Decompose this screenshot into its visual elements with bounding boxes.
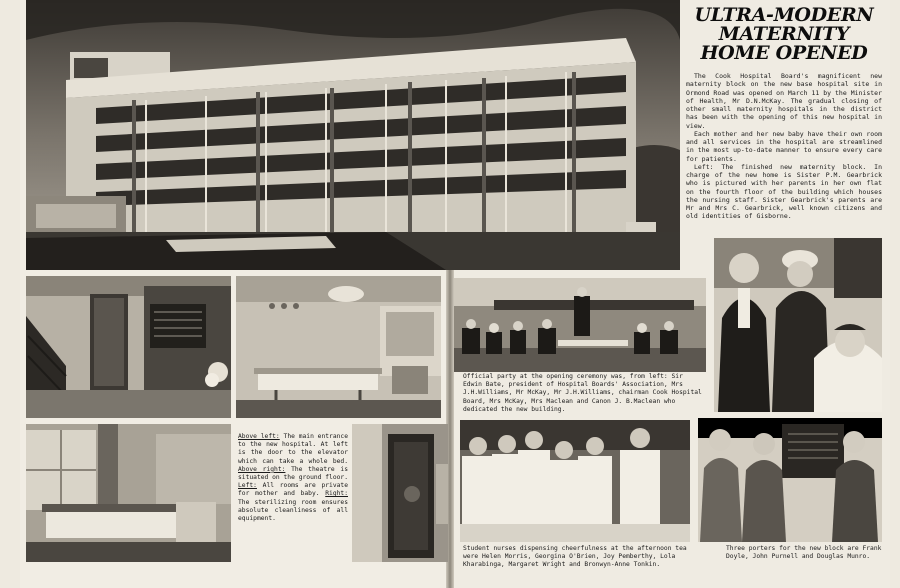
caption-label: Left: bbox=[238, 482, 257, 490]
caption-porters: Three porters for the new block are Frank Doyle, John Purnell and Douglas Munro. bbox=[726, 545, 882, 561]
body-paragraph: Left: The finished new maternity block. In charge of the new home is Sister P.M. Gearbrick who is pictured with her parents in her own flat on the fourth floor of the building which houses the nursing staff. Sister Gearbrick's parents are Mr and Mrs C. Gearbrick, well known citizens and old identities of Gisborne. bbox=[686, 162, 882, 221]
caption-text: All rooms are private for mother and baby. bbox=[238, 482, 348, 498]
caption-label: Right: bbox=[325, 490, 348, 498]
photo-official-party bbox=[454, 278, 706, 372]
headline-line-2: MATERNITY bbox=[718, 23, 850, 45]
caption-student-nurses: Student nurses dispensing cheerfulness at the afternoon tea were Helen Morris, Georgina O'Brien, Joy Pemberthy, Lola Kharabinga, Margaret Wright and Bronwyn-Anne Tonkin. bbox=[463, 545, 687, 569]
caption-official-party: Official party at the opening ceremony was, from left: Sir Edwin Bate, president of Hospital Boards' Association, Mrs J.H.Williams, Mr McKay, Mr J.H.Williams, chairman Cook Hospital Board, Mrs McKay, Mrs Maclean and Canon J. B.Maclean who dedicated the new building. bbox=[463, 373, 702, 413]
headline-line-3: HOME OPENED bbox=[700, 42, 868, 64]
caption-label: Above left: bbox=[238, 433, 280, 440]
photo-student-nurses bbox=[460, 420, 690, 542]
photo-private-room bbox=[26, 424, 231, 562]
caption-label: Above right: bbox=[238, 465, 286, 473]
caption-text: The sterilizing room ensures absolute cleanliness of all equipment. bbox=[238, 498, 348, 523]
caption-text: The main entrance to the new hospital. At left is the door to the elevator which can take a whole bed. bbox=[238, 433, 348, 465]
headline-line-1: ULTRA-MODERN bbox=[694, 4, 874, 26]
caption-text: The theatre is situated on the ground floor. bbox=[238, 465, 348, 482]
article-body bbox=[686, 72, 882, 221]
body-paragraph: Each mother and her new baby have their own room and all services in the hospital are streamlined in the most up-to-date manner to ensure every care for patients. bbox=[686, 129, 882, 163]
photo-maternity-block bbox=[26, 0, 680, 270]
photo-entrance bbox=[26, 276, 231, 418]
body-paragraph: The Cook Hospital Board's magnificent new maternity block on the new base hospital site in Ormond Road was opened on March 11 by the Minister of Health, Mr D.N.McKay. The gradual closing of other small maternity hospitals in the district has been with the opening of this new hospital in view. bbox=[686, 72, 882, 130]
photo-theatre bbox=[236, 276, 441, 418]
photo-sterilizing-room bbox=[352, 424, 448, 562]
caption-interior bbox=[238, 433, 348, 523]
headline bbox=[686, 6, 882, 63]
photo-sister-and-parents bbox=[714, 238, 882, 412]
photo-porters bbox=[698, 418, 882, 542]
